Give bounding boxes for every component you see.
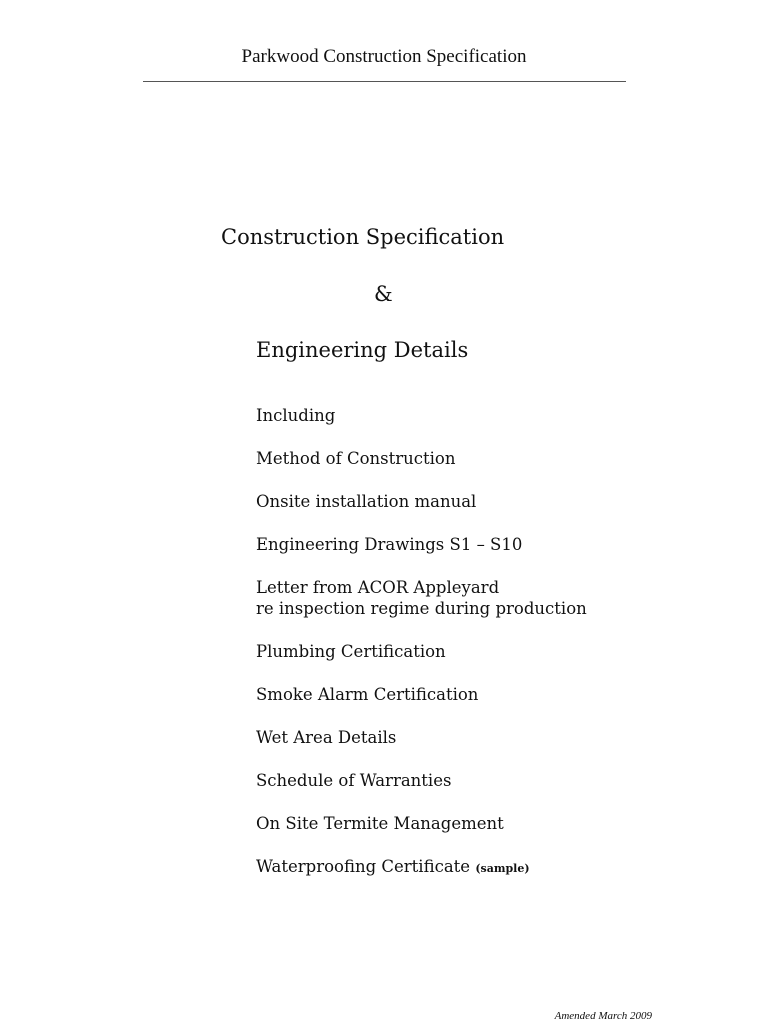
contents-item-acor-letter [256, 577, 587, 619]
contents-item-onsite-installation-manual: Onsite installation manual [256, 492, 477, 511]
contents-item-termite-management: On Site Termite Management [256, 814, 504, 833]
amended-date: Amended March 2009 [554, 1010, 652, 1022]
contents-item-acor-letter-line-1: Letter from ACOR Appleyard [256, 578, 500, 597]
page-header: Parkwood Construction Specification [241, 46, 527, 67]
contents-item-wet-area-details: Wet Area Details [256, 728, 397, 747]
sample-note: (sample) [475, 862, 530, 875]
contents-item-waterproofing-certificate [256, 856, 587, 879]
contents-item-schedule-of-warranties: Schedule of Warranties [256, 771, 452, 790]
document-title-line-2: Engineering Details [256, 338, 469, 362]
header-rule [143, 81, 626, 82]
document-title-line-1: Construction Specification [221, 225, 505, 249]
contents-item-engineering-drawings: Engineering Drawings S1 – S10 [256, 535, 523, 554]
contents-intro: Including [256, 406, 336, 425]
contents-item-acor-letter-line-2: re inspection regime during production [256, 599, 587, 618]
contents-item-smoke-alarm-certification: Smoke Alarm Certification [256, 685, 479, 704]
contents-list [256, 405, 587, 901]
contents-item-method-of-construction: Method of Construction [256, 449, 456, 468]
document-title-ampersand: & [374, 282, 393, 306]
contents-item-plumbing-certification: Plumbing Certification [256, 642, 446, 661]
contents-item-waterproofing-label: Waterproofing Certificate [256, 857, 471, 876]
